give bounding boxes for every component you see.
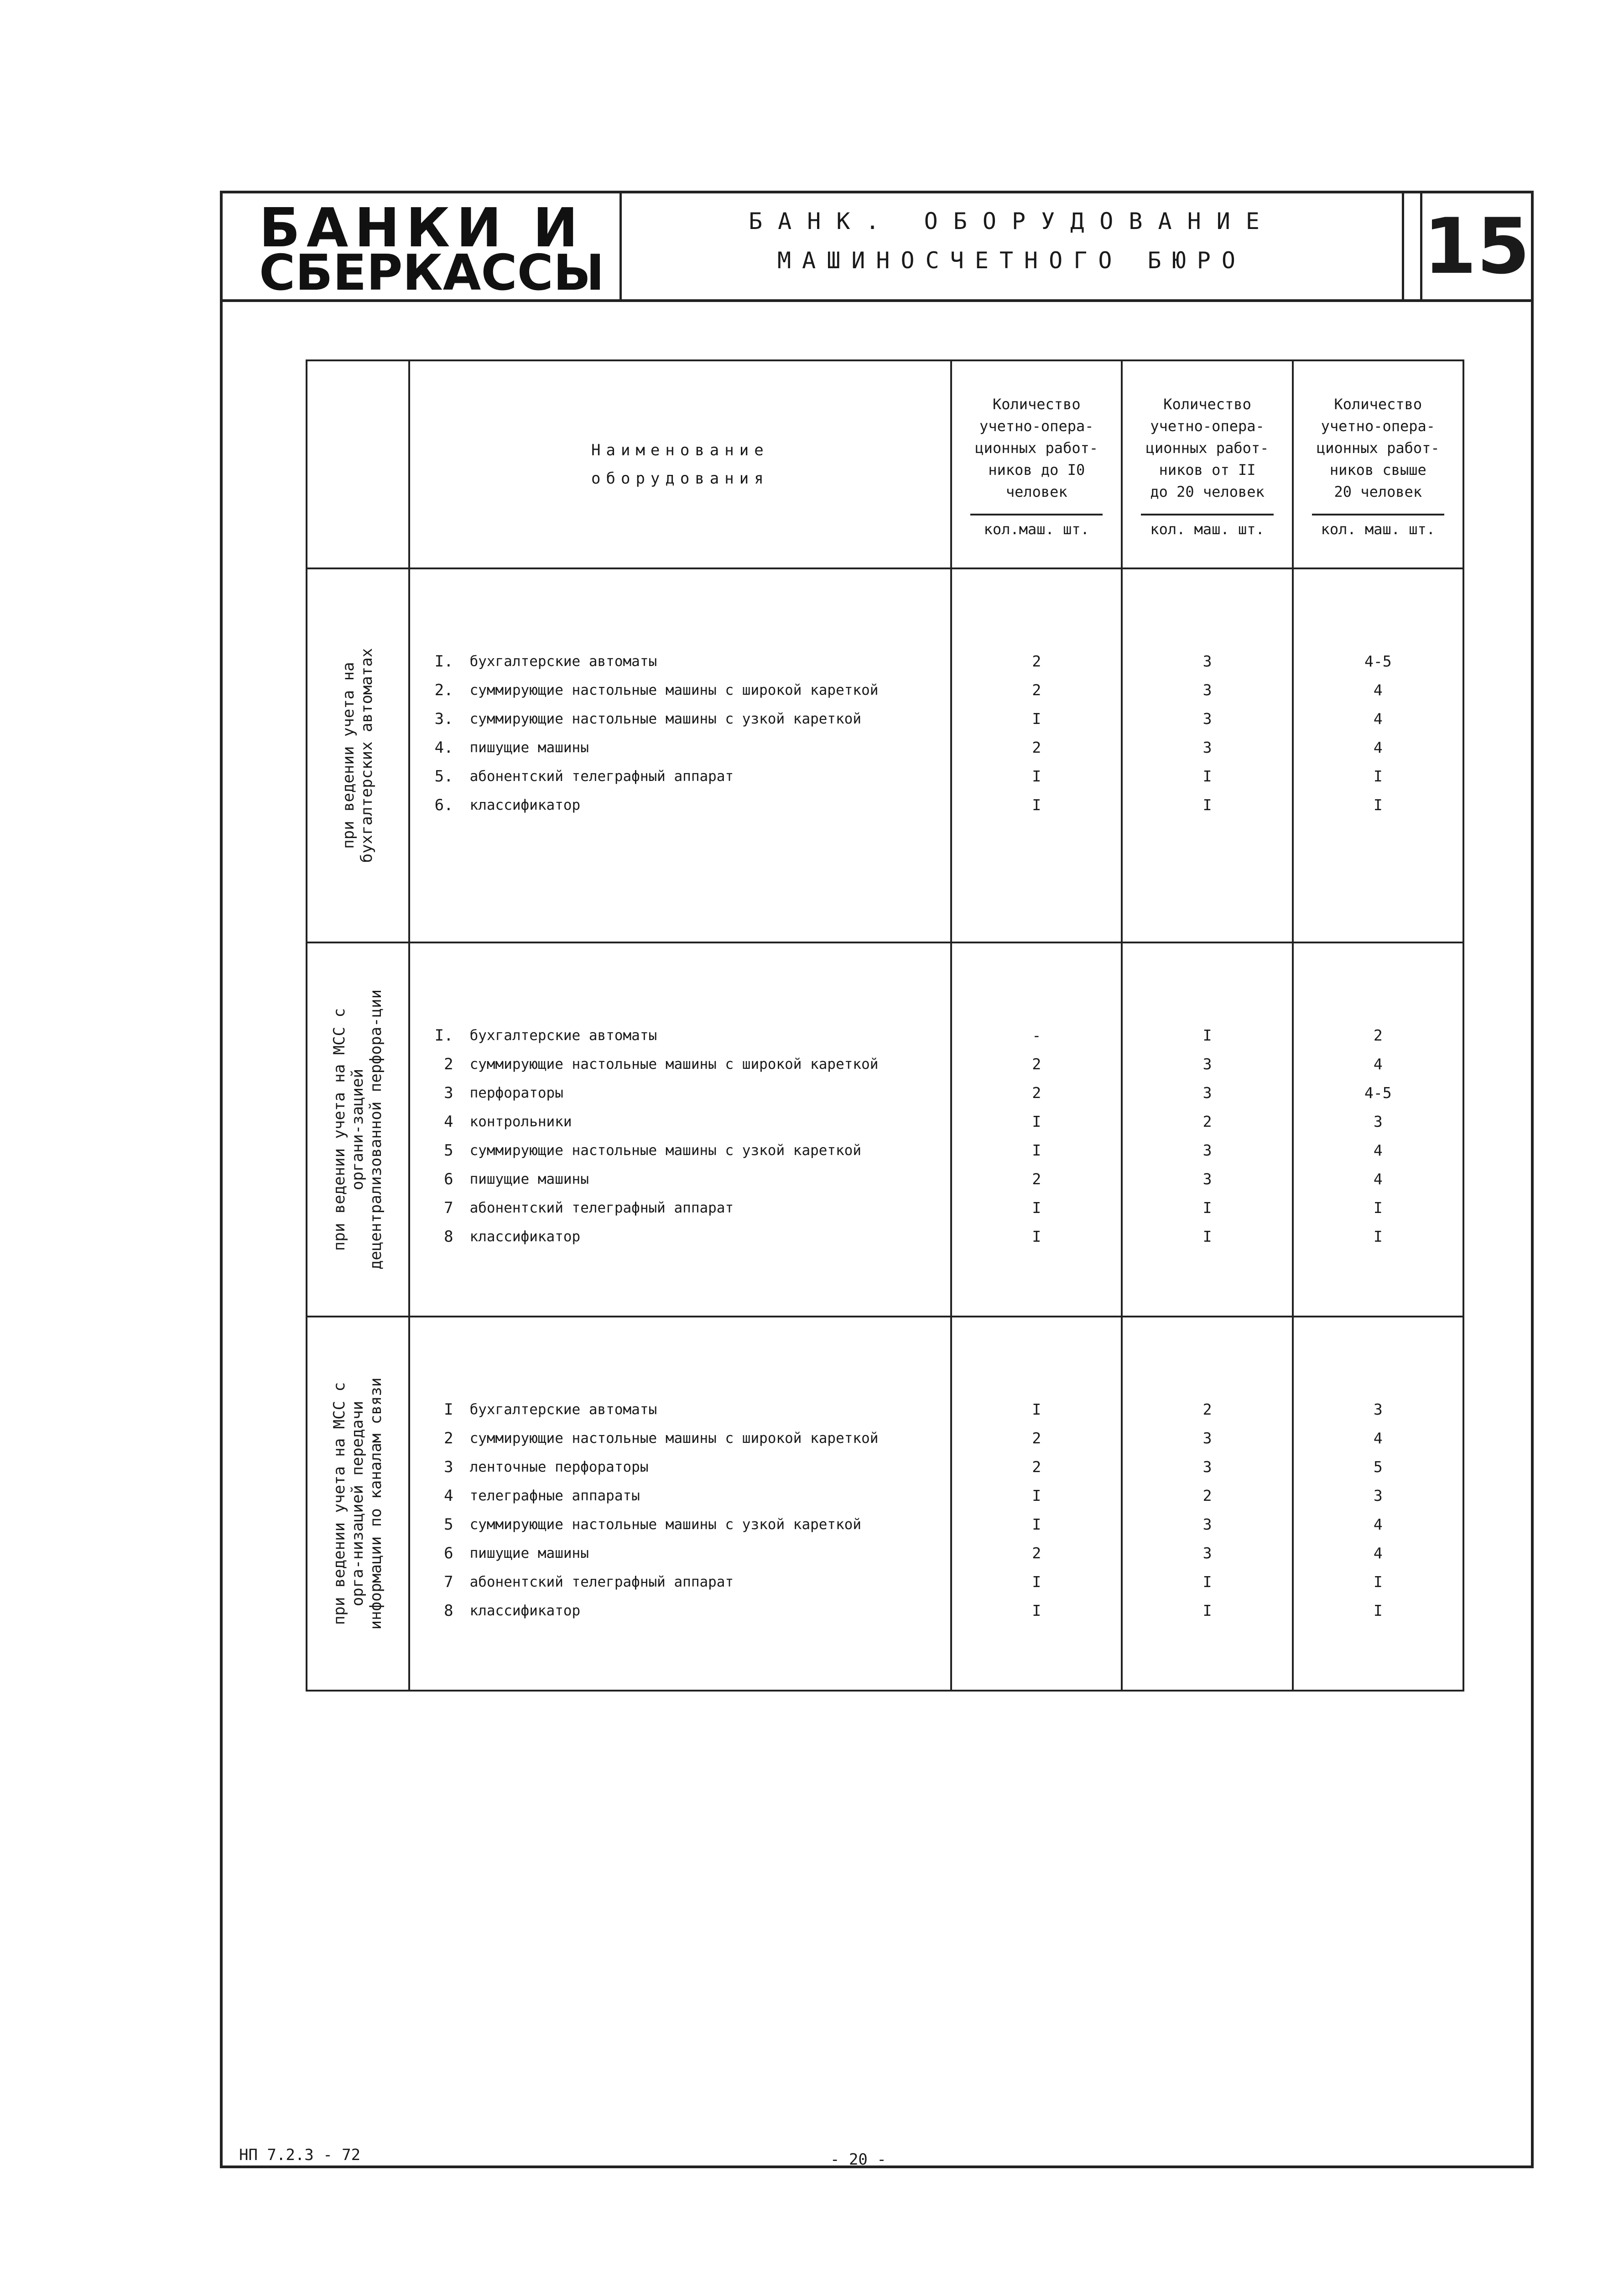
list-item (410, 733, 951, 762)
qty-value: 2 (1032, 1055, 1041, 1073)
item-number: I. (434, 652, 453, 671)
list-item (410, 1193, 951, 1222)
table-section-communication-channels (307, 1317, 1463, 1691)
section-side-label-cell (307, 942, 409, 1317)
qty-value: 2 (1032, 739, 1041, 756)
qty-value: 2 (1032, 681, 1041, 699)
qty-header-text: Количество учетно-опера- ционных работ- ников до I0 человек (975, 396, 1098, 500)
qty-value: I (1032, 1199, 1041, 1217)
item-name: абонентский телеграфный аппарат (469, 1199, 734, 1216)
qty-value: 3 (1373, 1400, 1383, 1418)
qty-value: I (1202, 1602, 1212, 1619)
item-name: классификатор (469, 1602, 581, 1619)
item-number: I (444, 1400, 453, 1419)
list-item (410, 1165, 951, 1193)
qty-value: 4 (1373, 1141, 1383, 1159)
list-item (410, 1452, 951, 1481)
qty-col-up-to-10 (951, 1317, 1122, 1691)
item-number: 3 (444, 1083, 453, 1102)
qty-value: I (1032, 1113, 1041, 1130)
qty-value: 4 (1373, 1055, 1383, 1073)
item-number: 4 (444, 1112, 453, 1131)
document-code: НП 7.2.3 - 72 (239, 2146, 361, 2164)
qty-value: I (1373, 1228, 1383, 1245)
qty-value: I (1373, 767, 1383, 785)
page-header (223, 193, 1531, 302)
list-item (410, 647, 951, 676)
item-number: 8 (444, 1601, 453, 1620)
item-number: 7 (444, 1198, 453, 1217)
item-number: 2 (444, 1055, 453, 1073)
qty-value: I (1032, 767, 1041, 785)
item-number: 2 (444, 1429, 453, 1447)
item-name: телеграфные аппараты (469, 1487, 640, 1504)
item-name: пишущие машины (469, 1545, 589, 1562)
sheet-number: 15 (1420, 193, 1531, 299)
qty-value: I (1032, 1515, 1041, 1533)
qty-value: 4-5 (1364, 1084, 1392, 1102)
list-item (410, 1050, 951, 1078)
page-number: - 20 - (830, 2150, 886, 2169)
list-item (410, 1567, 951, 1596)
item-name: абонентский телеграфный аппарат (469, 768, 734, 785)
sheet-title-block (622, 193, 1402, 299)
qty-value: I (1032, 1602, 1041, 1619)
sheet-title-line1: БАНК. ОБОРУДОВАНИЕ (749, 208, 1275, 234)
qty-value: 2 (1032, 1429, 1041, 1447)
list-item (410, 762, 951, 791)
qty-value: 2 (1373, 1026, 1383, 1044)
item-name: бухгалтерские автоматы (469, 1401, 657, 1418)
qty-header-unit: кол. маш. шт. (1141, 514, 1273, 540)
qty-value: - (1032, 1026, 1041, 1044)
qty-header-up-to-10 (951, 360, 1122, 568)
equipment-name-header (409, 360, 952, 568)
section-side-label-cell (307, 568, 409, 942)
sheet-title-line2: МАШИНОСЧЕТНОГО БЮРО (777, 247, 1246, 274)
qty-value: 4 (1373, 1429, 1383, 1447)
list-item (410, 1222, 951, 1251)
list-item (410, 676, 951, 704)
qty-value: 3 (1202, 1458, 1212, 1476)
item-name: суммирующие настольные машины с узкой кареткой (469, 1142, 862, 1159)
qty-value: 3 (1202, 710, 1212, 728)
qty-value: 3 (1202, 1170, 1212, 1188)
qty-value: 2 (1032, 1170, 1041, 1188)
item-number: 5 (444, 1141, 453, 1160)
qty-col-11-to-20 (1122, 942, 1292, 1317)
section-title-line1: БАНКИ И (259, 196, 585, 259)
item-number: 3. (434, 709, 453, 728)
section-title-line2: СБЕРКАССЫ (259, 245, 604, 302)
qty-value: 4 (1373, 1544, 1383, 1562)
item-name: перфораторы (469, 1084, 563, 1101)
header-divider (1402, 193, 1420, 299)
item-number: I. (434, 1026, 453, 1045)
item-number: 4. (434, 738, 453, 757)
side-header-cell (307, 360, 409, 568)
qty-value: I (1032, 1573, 1041, 1591)
qty-value: I (1032, 796, 1041, 814)
qty-value: I (1032, 1141, 1041, 1159)
qty-header-unit: кол. маш. шт. (1312, 514, 1444, 540)
item-number: 2. (434, 681, 453, 699)
item-number: 4 (444, 1486, 453, 1505)
qty-value: I (1202, 767, 1212, 785)
qty-value: 3 (1202, 1084, 1212, 1102)
list-item (410, 1078, 951, 1107)
item-name: суммирующие настольные машины с широкой кареткой (469, 682, 879, 698)
list-item (410, 1107, 951, 1136)
qty-value: I (1032, 710, 1041, 728)
qty-header-text: Количество учетно-опера- ционных работ- ников от II до 20 человек (1145, 396, 1269, 500)
qty-value: 4-5 (1364, 652, 1392, 670)
item-name: ленточные перфораторы (469, 1458, 649, 1475)
qty-value: 3 (1373, 1487, 1383, 1504)
qty-col-up-to-10 (951, 942, 1122, 1317)
qty-value: 4 (1373, 710, 1383, 728)
qty-value: 3 (1202, 739, 1212, 756)
item-number: 6. (434, 796, 453, 814)
item-number: 7 (444, 1572, 453, 1591)
qty-value: 3 (1202, 652, 1212, 670)
item-number: 3 (444, 1458, 453, 1476)
qty-value: 4 (1373, 1515, 1383, 1533)
qty-value: 2 (1202, 1400, 1212, 1418)
list-item (410, 1395, 951, 1424)
section-side-label: при ведении учета на МСС с орга-низацией передачи информации по каналам связи (330, 1377, 385, 1630)
item-number: 6 (444, 1544, 453, 1562)
list-item (410, 1510, 951, 1539)
qty-value: 4 (1373, 1170, 1383, 1188)
qty-value: 3 (1202, 1544, 1212, 1562)
qty-value: I (1202, 796, 1212, 814)
qty-value: 3 (1202, 1141, 1212, 1159)
section-items-cell (409, 568, 952, 942)
qty-value: 5 (1373, 1458, 1383, 1476)
qty-value: I (1373, 796, 1383, 814)
item-name: пишущие машины (469, 739, 589, 756)
item-name: классификатор (469, 1228, 581, 1245)
qty-value: 3 (1202, 1429, 1212, 1447)
section-items-cell (409, 1317, 952, 1691)
list-item (410, 704, 951, 733)
item-number: 5 (444, 1515, 453, 1534)
list-item (410, 1424, 951, 1452)
qty-value: I (1373, 1573, 1383, 1591)
qty-value: 3 (1373, 1113, 1383, 1130)
table-section-accounting-machines (307, 568, 1463, 942)
qty-header-over-20 (1293, 360, 1463, 568)
item-number: 8 (444, 1227, 453, 1246)
equipment-table (306, 359, 1464, 1692)
qty-header-unit: кол.маш. шт. (970, 514, 1103, 540)
qty-value: 2 (1032, 1084, 1041, 1102)
item-name: контрольники (469, 1113, 572, 1130)
qty-col-over-20 (1293, 942, 1463, 1317)
qty-value: I (1373, 1602, 1383, 1619)
list-item (410, 1021, 951, 1050)
item-name: бухгалтерские автоматы (469, 1027, 657, 1044)
qty-value: I (1202, 1228, 1212, 1245)
list-item (410, 1481, 951, 1510)
item-number: 5. (434, 767, 453, 786)
qty-value: I (1032, 1228, 1041, 1245)
item-name: суммирующие настольные машины с узкой кареткой (469, 1516, 862, 1533)
item-name: суммирующие настольные машины с широкой кареткой (469, 1056, 879, 1072)
qty-value: 2 (1032, 1458, 1041, 1476)
item-name: суммирующие настольные машины с узкой кареткой (469, 710, 862, 727)
table-header-row (307, 360, 1463, 568)
equipment-name-header-line2: оборудования (591, 469, 769, 488)
item-name: бухгалтерские автоматы (469, 653, 657, 670)
qty-value: 2 (1032, 1544, 1041, 1562)
item-name: классификатор (469, 796, 581, 813)
qty-value: 3 (1202, 1515, 1212, 1533)
item-name: пишущие машины (469, 1171, 589, 1187)
qty-col-over-20 (1293, 568, 1463, 942)
qty-col-up-to-10 (951, 568, 1122, 942)
qty-value: I (1202, 1199, 1212, 1217)
item-name: абонентский телеграфный аппарат (469, 1573, 734, 1590)
section-side-label-cell (307, 1317, 409, 1691)
qty-value: 2 (1032, 652, 1041, 670)
qty-value: 4 (1373, 739, 1383, 756)
qty-col-over-20 (1293, 1317, 1463, 1691)
section-title-block (223, 193, 622, 302)
qty-value: 4 (1373, 681, 1383, 699)
qty-col-11-to-20 (1122, 1317, 1292, 1691)
qty-value: 2 (1202, 1113, 1212, 1130)
list-item (410, 1596, 951, 1625)
qty-header-text: Количество учетно-опера- ционных работ- ников свыше 20 человек (1316, 396, 1440, 500)
section-side-label: при ведении учета на бухгалтерских автоматах (339, 648, 376, 863)
item-name: суммирующие настольные машины с широкой кареткой (469, 1430, 879, 1447)
qty-value: I (1202, 1026, 1212, 1044)
section-items-cell (409, 942, 952, 1317)
qty-value: 3 (1202, 681, 1212, 699)
qty-value: I (1032, 1400, 1041, 1418)
qty-value: I (1202, 1573, 1212, 1591)
section-side-label: при ведении учета на МСС с органи-зацией децентрализованной перфора-ции (330, 989, 385, 1270)
list-item (410, 791, 951, 819)
qty-value: 2 (1202, 1487, 1212, 1504)
qty-col-11-to-20 (1122, 568, 1292, 942)
qty-value: 3 (1202, 1055, 1212, 1073)
equipment-name-header-line1: Наименование (591, 441, 769, 459)
list-item (410, 1136, 951, 1165)
table-section-decentralized-punching (307, 942, 1463, 1317)
qty-header-11-to-20 (1122, 360, 1292, 568)
qty-value: I (1032, 1487, 1041, 1504)
list-item (410, 1539, 951, 1567)
item-number: 6 (444, 1170, 453, 1188)
qty-value: I (1373, 1199, 1383, 1217)
